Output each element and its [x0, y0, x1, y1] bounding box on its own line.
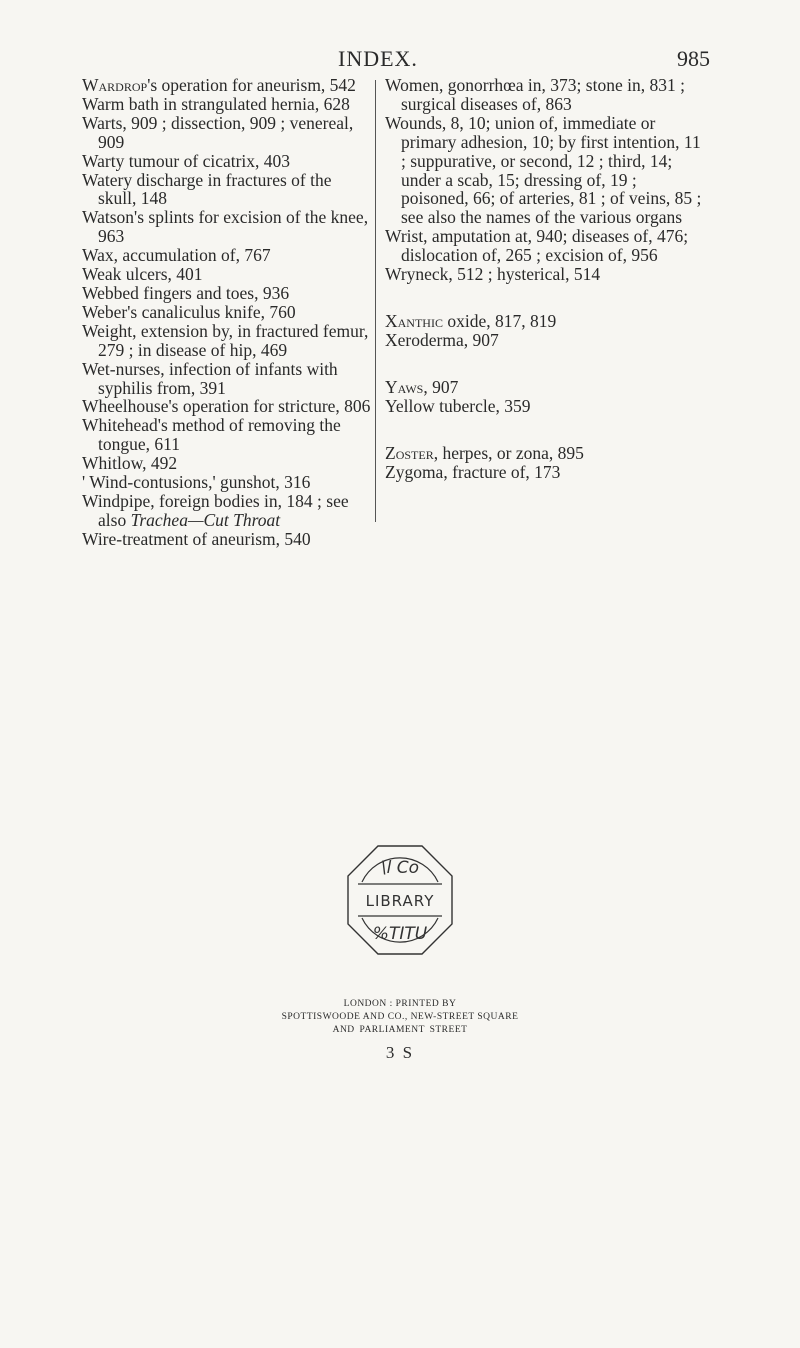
index-entry: Xeroderma, 907	[385, 329, 499, 350]
index-column-left	[82, 76, 374, 549]
index-column-right	[385, 76, 703, 481]
page-number: 985	[677, 46, 710, 71]
stamp-bottom-text: %TITU	[372, 924, 428, 944]
index-entry: Watson's splints for excision of the knee, 963	[82, 207, 369, 247]
index-entry: Weight, extension by, in fractured femur, 279 ; in disease of hip, 469	[82, 320, 369, 360]
stamp-center-text: LIBRARY	[365, 892, 435, 910]
index-entry: Yellow tubercle, 359	[385, 395, 531, 416]
index-entry: Zoster, herpes, or zona, 895	[385, 442, 584, 463]
index-entry: Xanthic oxide, 817, 819	[385, 310, 557, 331]
index-entry: Zygoma, fracture of, 173	[385, 461, 561, 482]
index-entry: Warm bath in strangulated hernia, 628	[82, 93, 350, 114]
index-entry: Yaws, 907	[385, 376, 459, 397]
index-entry: Webbed fingers and toes, 936	[82, 282, 290, 303]
index-entry: Warty tumour of cicatrix, 403	[82, 150, 291, 171]
index-entry: Wounds, 8, 10; union of, immediate or primary adhesion, 10; by first intention, 11 ; suppurative, or second, 12 ; third, 14; under a scab, 15; dressing of, 19 ; poisoned, 66; of arteries, 81 ; of veins, 85 ; see also the names of the various organs	[385, 112, 702, 228]
index-entry: Whitehead's method of removing the tongue, 611	[82, 415, 341, 455]
section-gap	[385, 284, 703, 312]
stamp-top-text: \l Co	[380, 858, 420, 878]
index-entry: ' Wind-contusions,' gunshot, 316	[82, 472, 311, 493]
section-gap	[385, 350, 703, 378]
index-entry: Women, gonorrhœa in, 373; stone in, 831 ; surgical diseases of, 863	[385, 75, 685, 114]
printer-imprint	[0, 998, 800, 1037]
index-entry: Wrist, amputation at, 940; diseases of, 476; dislocation of, 265 ; excision of, 956	[385, 226, 689, 266]
page-header	[0, 46, 800, 76]
page-title: INDEX.	[338, 46, 418, 71]
index-entry: Whitlow, 492	[82, 453, 178, 474]
index-entry: Wryneck, 512 ; hysterical, 514	[385, 264, 601, 285]
index-entry: Wet-nurses, infection of infants with syphilis from, 391	[82, 358, 338, 398]
library-stamp-icon	[344, 842, 456, 958]
signature-mark: 3 S	[385, 1043, 415, 1062]
section-gap	[385, 416, 703, 444]
index-entry: Weak ulcers, 401	[82, 264, 203, 285]
see-also-reference: Trachea—Cut Throat	[130, 509, 281, 530]
index-entry: Watery discharge in fractures of the skull, 148	[82, 169, 332, 209]
index-entry: Windpipe, foreign bodies in, 184 ; see also Trachea—Cut Throat	[82, 490, 349, 530]
index-entry: Warts, 909 ; dissection, 909 ; venereal, 909	[82, 112, 354, 152]
index-entry: Wardrop's operation for aneurism, 542	[82, 75, 356, 95]
imprint-line: SPOTTISWOODE AND CO., NEW-STREET SQUARE	[281, 1012, 519, 1022]
index-entry: Weber's canaliculus knife, 760	[82, 301, 296, 322]
imprint-line: AND PARLIAMENT STREET	[332, 1025, 468, 1035]
index-entry: Wax, accumulation of, 767	[82, 245, 271, 266]
index-entry: Wheelhouse's operation for stricture, 806	[82, 396, 371, 417]
index-entry: Wire-treatment of aneurism, 540	[82, 528, 311, 549]
column-divider	[375, 80, 376, 522]
imprint-line: LONDON : PRINTED BY	[343, 999, 457, 1009]
